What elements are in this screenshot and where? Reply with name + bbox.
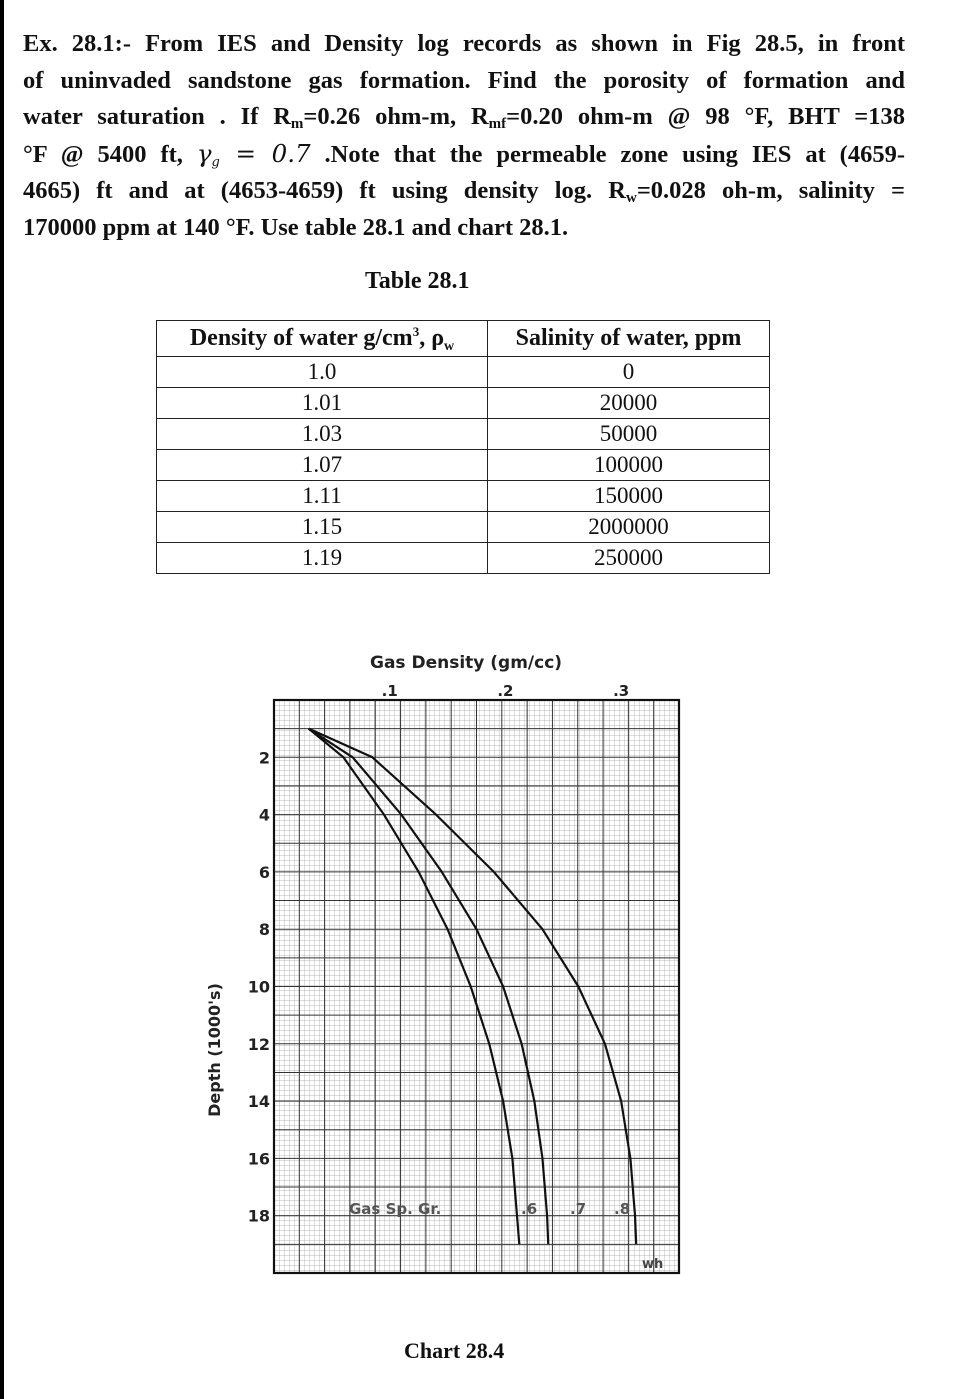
cell-salinity: 2000000 — [488, 512, 770, 543]
subscript: m — [290, 116, 304, 132]
y-tick-label: 12 — [247, 1034, 270, 1054]
major-grid — [274, 700, 679, 1273]
problem-line — [23, 210, 905, 247]
y-tick-label: 8 — [258, 920, 270, 940]
table-header-row — [157, 321, 770, 357]
y-tick-label: 6 — [258, 862, 270, 882]
plot-area — [248, 682, 679, 1273]
table-row — [157, 388, 770, 419]
problem-text: water saturation . If R — [23, 103, 291, 130]
table-row — [157, 357, 770, 388]
cell-density: 1.0 — [157, 357, 488, 388]
legend-label: Gas Sp. Gr. — [349, 1200, 442, 1218]
cell-salinity: 150000 — [488, 481, 770, 512]
column-header-salinity: Salinity of water, ppm — [488, 321, 770, 357]
y-axis-label: Depth (1000's) — [205, 983, 224, 1117]
table-row — [157, 419, 770, 450]
problem-text: =0.028 oh-m, salinity = — [636, 177, 905, 204]
y-tick-label: 10 — [247, 977, 270, 997]
problem-text: of uninvaded sandstone gas formation. Find the porosity of formation and — [23, 66, 905, 94]
y-tick-label: 4 — [258, 805, 270, 825]
y-tick-label: 16 — [247, 1149, 270, 1169]
gamma-value: = 0.7 — [219, 138, 311, 168]
problem-text: 4665) ft and at (4653-4659) ft using density log. R — [23, 177, 626, 204]
subscript: w — [444, 339, 455, 354]
corner-label: wh — [642, 1257, 664, 1272]
problem-line — [23, 173, 905, 210]
legend-entry-0.8: .8 — [614, 1200, 631, 1218]
superscript: 3 — [412, 324, 420, 339]
x-tick-label: .3 — [613, 682, 630, 700]
column-header-density — [157, 321, 488, 357]
cell-salinity: 100000 — [488, 450, 770, 481]
legend-entry-0.7: .7 — [570, 1200, 587, 1218]
cell-salinity: 20000 — [488, 388, 770, 419]
x-tick-label: .1 — [381, 682, 398, 700]
cell-salinity: 50000 — [488, 419, 770, 450]
subscript: g — [211, 154, 220, 170]
cell-density: 1.07 — [157, 450, 488, 481]
x-tick-labels — [382, 682, 630, 700]
problem-line — [23, 26, 905, 63]
cell-density: 1.03 — [157, 419, 488, 450]
chart-title: Gas Density (gm/cc) — [370, 653, 563, 673]
table-row — [157, 512, 770, 543]
problem-text: =0.26 ohm-m, R — [303, 103, 489, 130]
cell-density: 1.01 — [157, 388, 488, 419]
y-tick-label: 2 — [258, 748, 270, 768]
gamma-symbol: γ — [196, 138, 212, 168]
cell-density: 1.11 — [157, 481, 488, 512]
problem-text: Ex. 28.1:- From IES and Density log records as shown in Fig 28.5, in front — [23, 30, 905, 57]
problem-text: .Note that the permeable zone using IES at (4659- — [310, 140, 905, 168]
problem-line — [23, 63, 905, 100]
y-tick-labels — [248, 748, 270, 1225]
cell-density: 1.19 — [157, 543, 488, 574]
header-text: Density of water g/cm — [189, 325, 413, 351]
gas-density-chart — [184, 640, 704, 1290]
y-tick-label: 14 — [247, 1092, 270, 1112]
subscript: mf — [488, 116, 507, 132]
table-caption: Table 28.1 — [365, 268, 470, 294]
problem-statement — [23, 26, 905, 246]
problem-line — [23, 136, 905, 174]
table-row — [157, 481, 770, 512]
table-row — [157, 543, 770, 574]
cell-salinity: 250000 — [488, 543, 770, 574]
y-tick-label: 18 — [247, 1206, 270, 1226]
water-density-table — [156, 320, 770, 574]
problem-text: =0.20 ohm-m @ 98 °F, BHT =138 — [506, 103, 905, 130]
x-tick-label: .2 — [497, 682, 514, 700]
table-row — [157, 450, 770, 481]
legend-entry-0.6: .6 — [521, 1200, 538, 1218]
subscript: w — [625, 190, 637, 206]
cell-density: 1.15 — [157, 512, 488, 543]
problem-text: 170000 ppm at 140 °F. Use table 28.1 and chart 28.1. — [23, 213, 569, 241]
problem-line — [23, 99, 905, 136]
gamma-expression — [197, 139, 311, 168]
cell-salinity: 0 — [488, 357, 770, 388]
document-page — [4, 0, 962, 1399]
problem-text: °F @ 5400 ft, — [23, 140, 197, 168]
chart-caption: Chart 28.4 — [404, 1338, 505, 1363]
header-text: , ρ — [419, 325, 445, 351]
